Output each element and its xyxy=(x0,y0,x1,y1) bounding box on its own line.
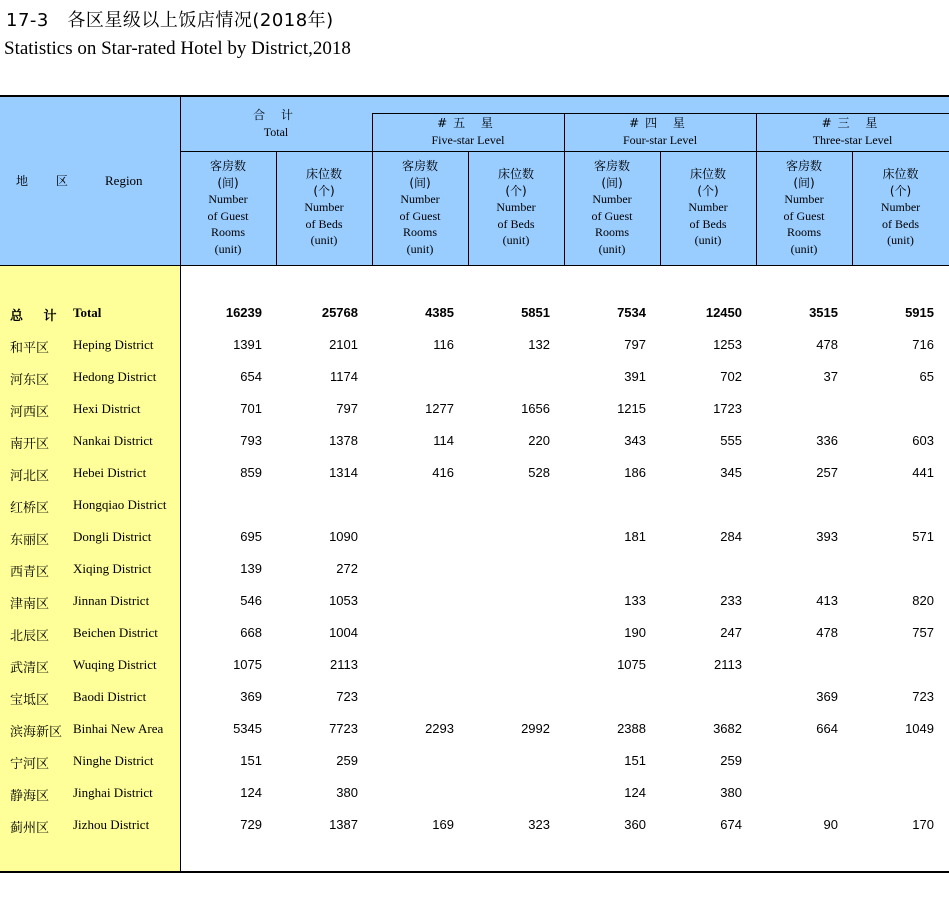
value-cell: 170 xyxy=(912,817,934,832)
value-cell: 393 xyxy=(816,529,838,544)
value-cell: 2101 xyxy=(329,337,358,352)
table-row xyxy=(0,689,949,721)
table-row xyxy=(0,497,949,529)
region-name-english: Binhai New Area xyxy=(73,721,164,736)
region-name-english: Jinghai District xyxy=(73,785,153,800)
table-row xyxy=(0,337,949,369)
value-cell: 757 xyxy=(912,625,934,640)
value-cell: 7534 xyxy=(617,305,646,320)
group-rule-stars xyxy=(372,113,949,114)
group-header-three-star-cn: #三 星 xyxy=(821,116,884,130)
table-title-english: Statistics on Star-rated Hotel by District,2018 xyxy=(4,38,351,59)
value-cell: 284 xyxy=(720,529,742,544)
table-row xyxy=(0,561,949,593)
region-name-english: Wuqing District xyxy=(73,657,157,672)
value-cell: 233 xyxy=(720,593,742,608)
group-header-four-star-cn: #四 星 xyxy=(629,116,691,130)
value-cell: 729 xyxy=(240,817,262,832)
region-name-english: Heping District xyxy=(73,337,154,352)
top-rule xyxy=(0,95,949,97)
subheader-rooms: 客房数 (间) Number of Guest Rooms (unit) xyxy=(207,159,249,256)
region-name-chinese: 东丽区 xyxy=(10,533,50,548)
value-cell: 369 xyxy=(240,689,262,704)
region-name-english: Hedong District xyxy=(73,369,157,384)
subheader-rooms: 客房数 (间) Number of Guest Rooms (unit) xyxy=(783,159,825,256)
value-cell: 1075 xyxy=(233,657,262,672)
region-name-english: Beichen District xyxy=(73,625,158,640)
value-cell: 1253 xyxy=(713,337,742,352)
value-cell: 37 xyxy=(823,369,838,384)
value-cell: 259 xyxy=(720,753,742,768)
value-cell: 478 xyxy=(816,625,838,640)
value-cell: 336 xyxy=(816,433,838,448)
value-cell: 190 xyxy=(624,625,646,640)
value-cell: 1656 xyxy=(521,401,550,416)
value-cell: 723 xyxy=(336,689,358,704)
region-name-chinese: 武清区 xyxy=(10,661,50,676)
subheader-beds: 床位数 (个) Number of Beds (unit) xyxy=(304,167,344,247)
table-row xyxy=(0,657,949,689)
value-cell: 571 xyxy=(912,529,934,544)
region-name-chinese: 南开区 xyxy=(10,437,50,452)
total-row xyxy=(0,305,949,337)
value-cell: 114 xyxy=(433,433,454,448)
region-name-chinese: 津南区 xyxy=(10,597,50,612)
value-cell: 133 xyxy=(624,593,646,608)
subheader-rooms: 客房数 (间) Number of Guest Rooms (unit) xyxy=(399,159,441,256)
value-cell: 5915 xyxy=(905,305,934,320)
value-cell: 5345 xyxy=(233,721,262,736)
value-cell: 2113 xyxy=(330,657,358,672)
value-cell: 723 xyxy=(912,689,934,704)
value-cell: 1053 xyxy=(329,593,358,608)
value-cell: 654 xyxy=(240,369,262,384)
value-cell: 695 xyxy=(240,529,262,544)
table-row xyxy=(0,785,949,817)
group-header-four-star-en: Four-star Level xyxy=(622,133,698,147)
region-name-chinese: 和平区 xyxy=(10,341,50,356)
value-cell: 323 xyxy=(528,817,550,832)
value-cell: 528 xyxy=(528,465,550,480)
region-name-english: Xiqing District xyxy=(73,561,152,576)
value-cell: 345 xyxy=(720,465,742,480)
value-cell: 1004 xyxy=(329,625,358,640)
table-row xyxy=(0,625,949,657)
region-name-english: Nankai District xyxy=(73,433,153,448)
value-cell: 90 xyxy=(823,817,838,832)
region-name-english: Dongli District xyxy=(73,529,152,544)
value-cell: 139 xyxy=(240,561,262,576)
bottom-rule xyxy=(0,871,949,873)
value-cell: 1090 xyxy=(329,529,358,544)
value-cell: 360 xyxy=(624,817,646,832)
value-cell: 380 xyxy=(336,785,358,800)
value-cell: 257 xyxy=(816,465,838,480)
region-name-english: Hebei District xyxy=(73,465,147,480)
value-cell: 3682 xyxy=(713,721,742,736)
region-name-chinese: 红桥区 xyxy=(10,501,50,516)
region-name-chinese: 西青区 xyxy=(10,565,50,580)
region-header-english: Region xyxy=(105,173,143,188)
value-cell: 124 xyxy=(240,785,262,800)
value-cell: 1378 xyxy=(329,433,358,448)
region-name-chinese: 宝坻区 xyxy=(10,693,50,708)
table-row xyxy=(0,401,949,433)
group-header-five-star xyxy=(372,115,564,149)
value-cell: 603 xyxy=(912,433,934,448)
value-cell: 793 xyxy=(240,433,262,448)
value-cell: 1391 xyxy=(233,337,262,352)
value-cell: 4385 xyxy=(425,305,454,320)
value-cell: 820 xyxy=(912,593,934,608)
header-bottom-rule xyxy=(0,265,949,266)
value-cell: 702 xyxy=(720,369,742,384)
value-cell: 65 xyxy=(919,369,934,384)
value-cell: 151 xyxy=(240,753,262,768)
value-cell: 797 xyxy=(624,337,646,352)
value-cell: 674 xyxy=(720,817,742,832)
value-cell: 2388 xyxy=(617,721,646,736)
value-cell: 1314 xyxy=(329,465,358,480)
value-cell: 391 xyxy=(624,369,646,384)
value-cell: 1174 xyxy=(330,369,358,384)
value-cell: 478 xyxy=(816,337,838,352)
table-title-chinese: 17-3 各区星级以上饭店情况(2018年) xyxy=(6,10,334,31)
value-cell: 2293 xyxy=(425,721,454,736)
value-cell: 2992 xyxy=(521,721,550,736)
region-name-chinese: 静海区 xyxy=(10,789,50,804)
value-cell: 555 xyxy=(720,433,742,448)
value-cell: 797 xyxy=(336,401,358,416)
value-cell: 380 xyxy=(720,785,742,800)
group-header-total xyxy=(180,107,372,141)
value-cell: 151 xyxy=(624,753,646,768)
value-cell: 1387 xyxy=(329,817,358,832)
value-cell: 1049 xyxy=(905,721,934,736)
value-cell: 5851 xyxy=(521,305,550,320)
region-name-chinese: 总 计 xyxy=(10,309,65,324)
value-cell: 2113 xyxy=(714,657,742,672)
value-cell: 116 xyxy=(433,337,454,352)
value-cell: 1075 xyxy=(617,657,646,672)
value-cell: 546 xyxy=(240,593,262,608)
value-cell: 132 xyxy=(528,337,550,352)
region-name-chinese: 河东区 xyxy=(10,373,50,388)
table-row xyxy=(0,753,949,785)
value-cell: 701 xyxy=(240,401,262,416)
value-cell: 413 xyxy=(816,593,838,608)
group-header-three-star xyxy=(756,115,949,149)
group-header-four-star xyxy=(564,115,756,149)
value-cell: 220 xyxy=(528,433,550,448)
region-name-english: Ninghe District xyxy=(73,753,154,768)
value-cell: 668 xyxy=(240,625,262,640)
value-cell: 169 xyxy=(432,817,454,832)
group-header-three-star-en: Three-star Level xyxy=(812,133,893,147)
region-name-english: Jinnan District xyxy=(73,593,150,608)
value-cell: 7723 xyxy=(329,721,358,736)
subheader-beds: 床位数 (个) Number of Beds (unit) xyxy=(880,167,921,247)
region-name-english: Baodi District xyxy=(73,689,147,704)
table-row xyxy=(0,369,949,401)
value-cell: 181 xyxy=(624,529,646,544)
region-name-english: Hongqiao District xyxy=(73,497,167,512)
value-cell: 247 xyxy=(720,625,742,640)
value-cell: 1723 xyxy=(713,401,742,416)
region-name-english: Total xyxy=(73,305,102,320)
value-cell: 16239 xyxy=(225,305,262,320)
table-row xyxy=(0,433,949,465)
value-cell: 25768 xyxy=(321,305,358,320)
value-cell: 343 xyxy=(624,433,646,448)
group-header-five-star-en: Five-star Level xyxy=(431,133,505,147)
value-cell: 1277 xyxy=(425,401,454,416)
region-name-chinese: 滨海新区 xyxy=(10,725,63,740)
region-header-chinese: 地 区 xyxy=(16,174,80,188)
value-cell: 272 xyxy=(336,561,358,576)
subheader-beds: 床位数 (个) Number of Beds (unit) xyxy=(496,167,536,247)
value-cell: 416 xyxy=(432,465,454,480)
region-name-chinese: 宁河区 xyxy=(10,757,50,772)
group-header-five-star-cn: #五 星 xyxy=(437,116,499,130)
subheader-rooms: 客房数 (间) Number of Guest Rooms (unit) xyxy=(591,159,633,256)
table-row xyxy=(0,465,949,497)
value-cell: 664 xyxy=(816,721,838,736)
group-header-total-en: Total xyxy=(263,125,289,139)
value-cell: 186 xyxy=(624,465,646,480)
group-header-total-cn: 合 计 xyxy=(253,108,299,122)
value-cell: 369 xyxy=(816,689,838,704)
value-cell: 124 xyxy=(624,785,646,800)
value-cell: 441 xyxy=(912,465,934,480)
region-name-english: Jizhou District xyxy=(73,817,150,832)
table-row xyxy=(0,529,949,561)
region-name-english: Hexi District xyxy=(73,401,141,416)
value-cell: 859 xyxy=(240,465,262,480)
region-name-chinese: 北辰区 xyxy=(10,629,50,644)
table-row xyxy=(0,721,949,753)
table-row xyxy=(0,817,949,849)
subheader-beds: 床位数 (个) Number of Beds (unit) xyxy=(688,167,728,247)
value-cell: 3515 xyxy=(809,305,838,320)
region-name-chinese: 河西区 xyxy=(10,405,50,420)
value-cell: 1215 xyxy=(617,401,646,416)
value-cell: 716 xyxy=(912,337,934,352)
region-name-chinese: 蓟州区 xyxy=(10,821,50,836)
value-cell: 259 xyxy=(336,753,358,768)
table-row xyxy=(0,593,949,625)
value-cell: 12450 xyxy=(705,305,742,320)
region-name-chinese: 河北区 xyxy=(10,469,50,484)
